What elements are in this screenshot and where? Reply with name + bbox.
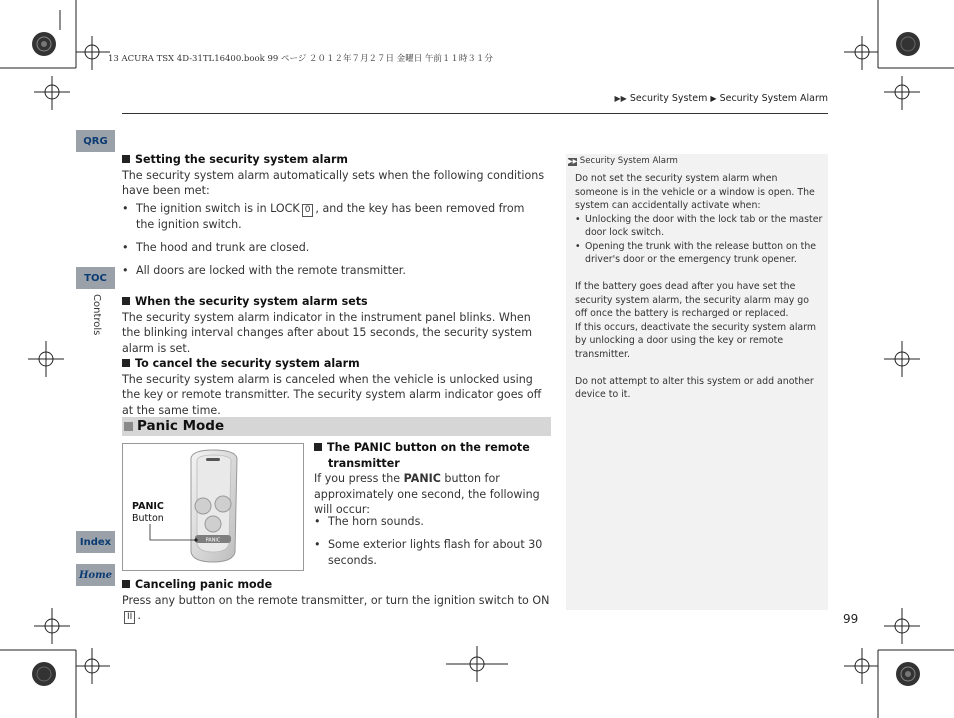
toc-tab-label: TOC [84,272,107,284]
bullet-dot: • [122,241,129,254]
panic-mode-heading-bar [122,417,551,436]
cancel-alarm-heading: To cancel the security system alarm [135,357,360,370]
panic-button-heading-1: The PANIC button on the remote [327,441,530,454]
bullet-dot: • [575,240,581,252]
sidebar-note-p3: If this occurs, deactivate the security system alarm by unlocking a door using the key or remote transmitter. [575,321,816,360]
when-sets-body: The security system alarm indicator in the instrument panel blinks. When the blinking interval changes after about 15 seconds, the security system alarm is set. [122,310,533,355]
toc-tab[interactable] [76,267,115,289]
index-tab-label: Index [79,536,112,548]
setting-section [122,152,550,199]
setting-heading-text: Setting the security system alarm [135,153,348,166]
panic-button-heading-2: transmitter [328,456,400,470]
cancel-alarm-section [122,356,550,418]
fob-panic-label: PANIC [205,537,221,544]
print-header: 13 ACURA TSX 4D-31TL16400.book 99 ページ ２０１２年７月２７日 金曜日 午前１１時３１分 [108,54,493,64]
qrg-tab-label: QRG [83,135,108,147]
bullet-dot: • [314,515,321,528]
sidebar-note [566,154,828,610]
panic-bullet-2-text: Some exterior lights flash for about 30 seconds. [328,538,543,567]
lock-0-key-symbol: 0 [302,204,314,217]
section-side-label: Controls [91,294,102,336]
sidebar-note-bullet-1 [575,213,823,240]
when-sets-heading: When the security system alarm sets [135,295,368,308]
sidebar-note-p2: If the battery goes dead after you have set the security system alarm, the security alarm may go off once the battery is recharged or replaced. [575,281,809,319]
breadcrumb-arrows: ▶▶ [614,94,627,103]
breadcrumb [615,93,828,104]
setting-bullet-2-text: The hood and trunk are closed. [136,241,310,254]
panic-button-section [314,440,554,518]
panic-press-bold: PANIC [403,472,441,485]
panic-bullet-2 [314,537,554,571]
cancel-panic-body [122,593,550,625]
on-ii-key-symbol: II [124,611,135,624]
callout-button: Button [132,513,164,524]
breadcrumb-security-system[interactable]: Security System [629,93,708,104]
setting-intro: The security system alarm automatically sets when the following conditions have been met: [122,168,545,197]
bullet-dot: • [575,213,581,225]
heading-square-icon [122,580,130,588]
setting-bullet-1-text-b: , and the key has been removed from the ignition switch. [136,202,525,231]
setting-heading [122,152,550,168]
home-tab-label: Home [78,569,113,581]
note-arrow-icon: ▶▶ [568,158,578,165]
heading-square-icon [122,297,130,305]
setting-bullet-3-text: All doors are locked with the remote transmitter. [136,264,406,277]
panic-heading-square-icon [124,422,133,431]
sidebar-note-title: Security System Alarm [579,156,678,166]
heading-square-icon [122,155,130,163]
heading-square-icon [122,359,130,367]
panic-bullet-1-text: The horn sounds. [328,515,424,528]
cancel-panic-end: . [137,609,141,622]
sidebar-note-b2-text: Opening the trunk with the release button on the driver's door or the emergency trunk opener. [585,240,817,265]
page-number: 99 [843,612,859,626]
breadcrumb-separator: ▶ [710,94,717,103]
panic-press-a: If you press the [314,472,401,485]
sidebar-note-p4: Do not attempt to alter this system or add another device to it. [575,375,814,400]
cancel-panic-heading: Canceling panic mode [135,578,273,591]
bullet-dot: • [122,202,129,215]
bullet-dot: • [122,264,129,277]
sidebar-note-p1: Do not set the security system alarm when someone is in the vehicle or a window is open. The system can accidentally activate when: [575,173,815,211]
remote-transmitter-illustration [122,443,304,571]
cancel-alarm-body: The security system alarm is canceled when the vehicle is unlocked using the key or remote transmitter. The security system alarm indicator goes off at the same time. [122,372,542,417]
cancel-panic-section [122,577,550,624]
sidebar-note-title-row [568,156,678,166]
header-rule [122,113,828,114]
setting-bullet-1-text-a: The ignition switch is in LOCK [136,202,300,215]
sidebar-note-b1-text: Unlocking the door with the lock tab or the master door lock switch. [585,213,823,238]
panic-button-callout [132,501,164,525]
panic-press-text [314,471,554,518]
callout-panic: PANIC [132,501,164,512]
heading-square-icon [314,443,322,451]
sidebar-note-bullet-2 [575,240,823,267]
breadcrumb-security-system-alarm[interactable]: Security System Alarm [719,93,828,104]
panic-press-b: button for approximately one second, the following will occur: [314,472,540,516]
home-tab[interactable] [76,564,115,586]
panic-mode-title: Panic Mode [137,418,225,434]
index-tab[interactable] [76,531,115,553]
bullet-dot: • [314,538,321,551]
qrg-tab[interactable] [76,130,115,152]
setting-bullet-1 [122,201,550,233]
when-sets-section [122,294,550,356]
cancel-panic-body-text: Press any button on the remote transmitter, or turn the ignition switch to ON [122,593,550,607]
